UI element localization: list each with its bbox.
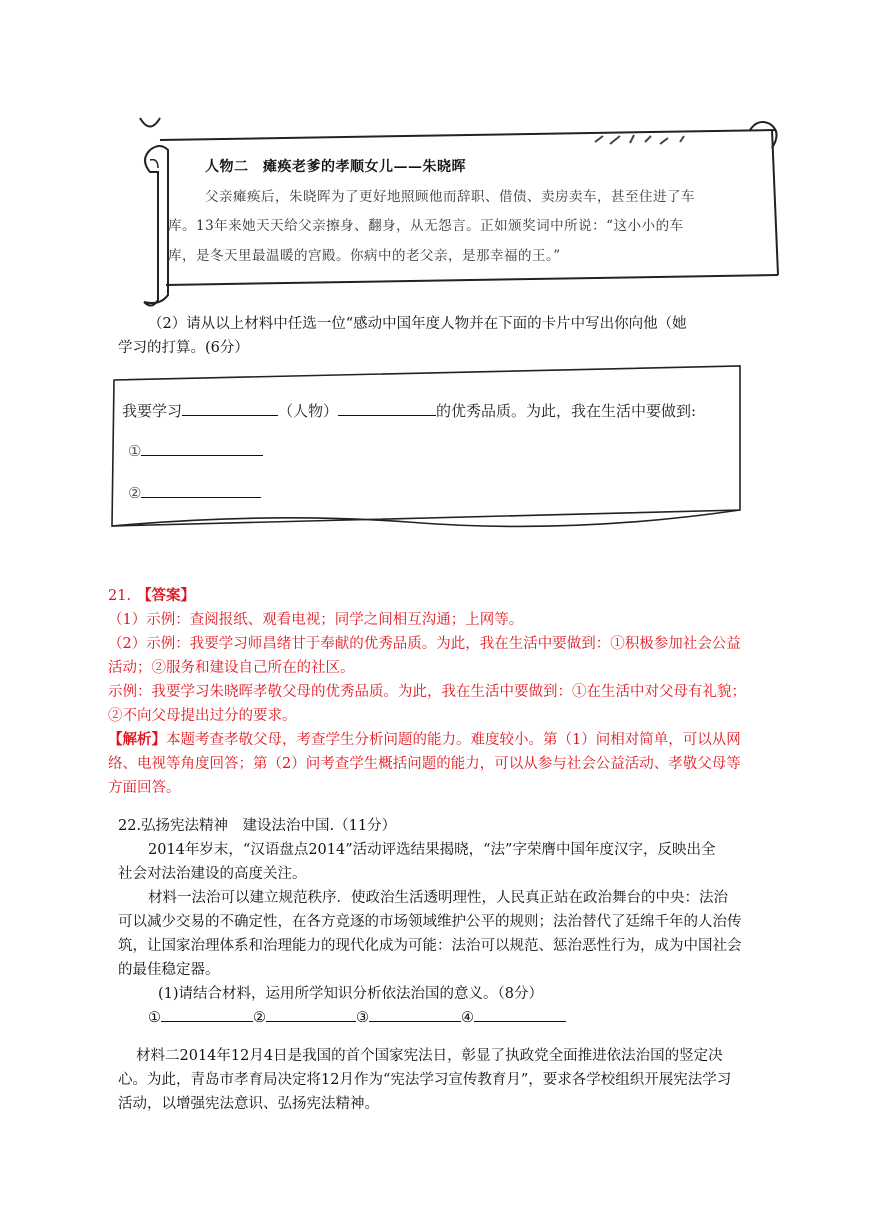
material-2-line-2: 心。为此，青岛市孝育局决定将12月作为“宪法学习宣传教育月”，要求各学校组织开展宪法学习 [118,1072,732,1088]
material-1-line-4: 的最佳稳定器。 [118,962,220,978]
material-1-line-2: 可以减少交易的不确定性，在各方竞逐的市场领域维护公平的规则；法治替代了廷绵千年的人治传 [118,914,742,930]
card-item-2-blank[interactable] [141,482,261,498]
question-20-2-line-2: 学习的打算。(6分） [118,340,249,356]
card-blank-person[interactable] [182,400,278,416]
card-text-part-3: 的优秀品质。为此，我在生活中要做到: [436,402,697,420]
blank-marker-2: ② [253,1010,266,1026]
question-20-2-line-1: （2）请从以上材料中任选一位“感动中国年度人物并在下面的卡片中写出你向他（她 [148,316,687,332]
card-item-1-marker: ① [128,442,142,460]
card-text-part-2: （人物） [278,402,339,420]
answer-line-3: 活动；②服务和建设自己所在的社区。 [108,660,355,676]
answer-line-5: ②不向父母提出过分的要求。 [108,708,297,724]
material-2-line-1: 材料二2014年12月4日是我国的首个国家宪法日，彰显了执政党全面推进依法治国的竖定决 [136,1048,723,1064]
answer-number: 21. [108,588,132,604]
q22-answer-blanks [148,1006,566,1030]
material-1-line-1: 材料一法治可以建立规范秩序．使政治生活透明理性，人民真正站在政治舞台的中央：法治 [148,890,728,906]
scroll-frame [130,110,790,310]
card-item-1 [128,440,263,460]
scroll-line-1: 父亲瘫痪后，朱晓晖为了更好地照顾他而辞职、借债、卖房卖车，甚至住进了车 [205,189,695,205]
answer-tag: 【答案】 [137,587,196,604]
answer-heading [108,584,195,608]
scroll-title: 人物二 瘫痪老爹的孝顺女儿——朱晓晖 [205,159,466,175]
analysis-line-1 [108,728,741,752]
q22-sub-question-1: (1)请结合材料，运用所学知识分析依法治国的意义。（8分） [158,986,544,1002]
blank-marker-3: ③ [356,1010,369,1026]
answer-line-1: （1）示例：查阅报纸、观看电视；同学之间相互沟通；上网等。 [108,612,524,628]
analysis-tag: 【解析】 [108,731,166,748]
answer-blank-1[interactable] [161,1006,253,1022]
blank-marker-4: ④ [461,1010,474,1026]
analysis-line-2: 络、电视等角度回答；第（2）问考查学生概括问题的能力，可以从参与社会公益活动、孝敬父母等 [108,756,741,772]
card-sentence [122,400,696,421]
material-2-line-3: 活动，以增强宪法意识、弘扬宪法精神。 [118,1096,379,1112]
card-text-part-1: 我要学习 [122,402,183,420]
analysis-text-1: 本题考查孝敬父母，考查学生分析问题的能力。难度较小。第（1）问相对简单，可以从网 [166,732,741,748]
answer-blank-3[interactable] [369,1006,461,1022]
card-item-2 [128,482,261,502]
scroll-line-3: 库，是冬天里最温暖的宫殿。你病中的老父亲，是那幸福的王。” [168,248,561,264]
blank-marker-1: ① [148,1010,161,1026]
q22-para-1-line-2: 社会对法治建设的高度关注。 [118,866,307,882]
answer-line-2: （2）示例：我要学习师昌绪甘于奉献的优秀品质。为此，我在生活中要做到：①积极参加社会公益 [108,636,741,652]
answer-blank-2[interactable] [266,1006,356,1022]
answer-blank-4[interactable] [474,1006,566,1022]
material-1-line-3: 筑，让国家治理体系和治理能力的现代化成为可能：法治可以规范、惩治恶性行为，成为中国社会 [118,938,742,954]
analysis-line-3: 方面回答。 [108,780,181,796]
q22-para-1-line-1: 2014年岁末，“汉语盘点2014”活动评选结果揭晓，“法”字荣膺中国年度汉字，反映出全 [148,842,716,858]
card-item-1-blank[interactable] [141,440,263,456]
answer-line-4: 示例：我要学习朱晓晖孝敬父母的优秀品质。为此，我在生活中要做到：①在生活中对父母有礼貌； [108,684,746,700]
card-blank-quality[interactable] [338,400,436,416]
scroll-line-2: 库。13年来她天天给父亲擦身、翻身，从无怨言。正如颁奖词中所说：“这小小的车 [168,218,684,234]
card-item-2-marker: ② [128,484,142,502]
question-22-title: 22.弘扬宪法精神 建设法治中国.（11分） [118,818,397,834]
